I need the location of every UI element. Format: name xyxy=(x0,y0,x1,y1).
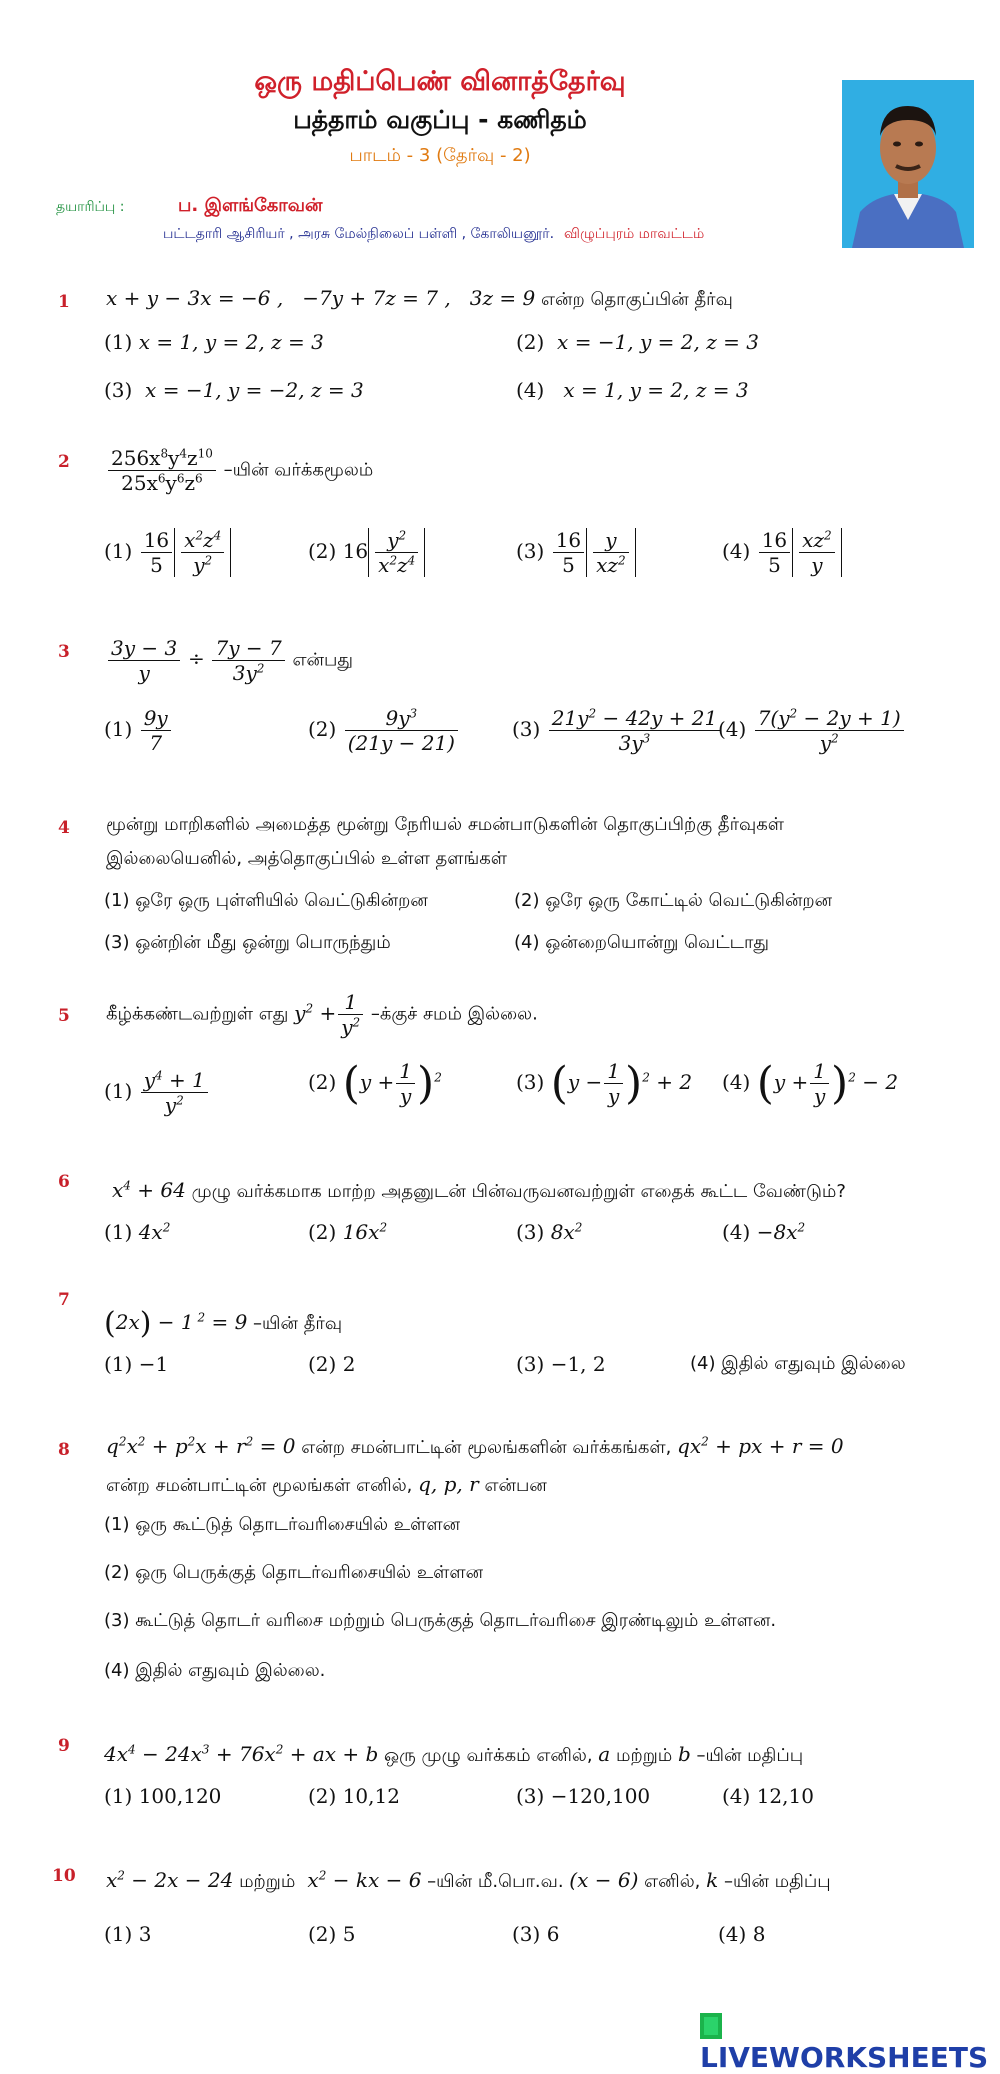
q8-option-1[interactable]: (1) ஒரு கூட்டுத் தொடர்வரிசையில் உள்ளன xyxy=(104,1514,461,1535)
option-label: (2) xyxy=(516,330,545,354)
question-number: 4 xyxy=(58,818,70,838)
option-label: (4) xyxy=(722,1070,751,1094)
question-2-text xyxy=(106,446,373,495)
q1-option-2[interactable]: (2) x = −1, y = 2, z = 3 xyxy=(516,330,759,354)
question-3-suffix: என்பது xyxy=(292,649,353,671)
option-label: (4) xyxy=(516,378,545,402)
question-number: 3 xyxy=(58,642,70,662)
worksheet-subject: பத்தாம் வகுப்பு - கணிதம் xyxy=(293,105,587,134)
q2-option-2[interactable]: (2) 16 $\frac{y^2}{x^2z^4}$ xyxy=(308,528,425,577)
author-info xyxy=(163,226,704,244)
q2-option-4[interactable]: (4) $\frac{16}{5}$ $\frac{xz^2}{y}$ xyxy=(722,528,842,577)
prepared-by-label: தயாரிப்பு : xyxy=(56,199,125,215)
option-label: (2) xyxy=(308,1220,337,1244)
q4-option-3[interactable]: (3) ஒன்றின் மீது ஒன்று பொருந்தும் xyxy=(104,932,391,953)
author-district: விழுப்புரம் மாவட்டம் xyxy=(564,226,705,242)
question-number: 10 xyxy=(52,1866,76,1886)
question-6-suffix: முழு வர்க்கமாக மாற்ற அதனுடன் பின்வருவனவற்றுள் எதைக் கூட்ட வேண்டும்? xyxy=(191,1181,846,1202)
question-7-text: (2x) − 1 $^2$ = 9 –யின் தீர்வு xyxy=(104,1306,343,1341)
q2-option-3[interactable]: (3) $\frac{16}{5}$ $\frac{y}{xz^2}$ xyxy=(516,528,636,577)
liveworksheets-icon xyxy=(700,2013,722,2039)
fraction-a: $\frac{3y - 3}{y}$ xyxy=(108,636,180,685)
author-name: ப. இளங்கோவன் xyxy=(178,195,323,216)
q5-option-1[interactable]: (1) $\frac{y^4 + 1}{y^2}$ xyxy=(104,1068,210,1117)
question-number: 9 xyxy=(58,1736,70,1756)
q1-option-4[interactable]: (4) x = 1, y = 2, z = 3 xyxy=(516,378,749,402)
q8-option-4[interactable]: (4) இதில் எதுவும் இல்லை. xyxy=(104,1660,326,1681)
question-10-text: $x^2 - 2x - 24$ மற்றும் $x^2$ − kx − 6 –யின் மீ.பொ.வ. (x − 6) எனில், k –யின் மதிப்பு xyxy=(106,1868,831,1892)
option-label: (3) xyxy=(516,1070,545,1094)
author-school: பட்டதாரி ஆசிரியர் , அரசு மேல்நிலைப் பள்ளி , கோலியனூர். xyxy=(163,226,555,242)
q4-option-1[interactable]: (1) ஒரே ஒரு புள்ளியில் வெட்டுகின்றன xyxy=(104,890,428,911)
worksheet-title: ஒரு மதிப்பெண் வினாத்தேர்வு xyxy=(254,66,626,97)
option-label: (2) xyxy=(308,539,337,563)
q10-option-2[interactable]: (2) 5 xyxy=(308,1922,356,1946)
q10-option-4[interactable]: (4) 8 xyxy=(718,1922,766,1946)
option-label: (4) xyxy=(722,1220,751,1244)
q3-option-1[interactable]: (1) $\frac{9y}{7}$ xyxy=(104,706,173,755)
question-2-suffix: –யின் வர்க்கமூலம் xyxy=(223,459,374,481)
question-10-mid3: எனில், xyxy=(644,1871,701,1892)
q6-option-4[interactable]: $(4) -8x^2$ xyxy=(722,1220,806,1244)
logo-text: LIVEWORKSHEETS xyxy=(700,2041,989,2074)
question-10-mid2: –யின் மீ.பொ.வ. xyxy=(427,1871,564,1892)
q9-option-1[interactable]: (1) 100,120 xyxy=(104,1784,222,1808)
q10-option-3[interactable]: (3) 6 xyxy=(512,1922,560,1946)
q9-option-3[interactable]: (3) −120,100 xyxy=(516,1784,651,1808)
question-1-text xyxy=(106,286,733,312)
q9-option-2[interactable]: (2) 10,12 xyxy=(308,1784,400,1808)
question-9-mid: ஒரு முழு வர்க்கம் எனில், xyxy=(384,1745,593,1766)
q7-option-3[interactable]: (3) −1, 2 xyxy=(516,1352,606,1376)
option-label: (3) xyxy=(104,378,133,402)
question-7-suffix: –யின் தீர்வு xyxy=(253,1313,343,1334)
question-5-prefix: கீழ்க்கண்டவற்றுள் எது xyxy=(106,1003,289,1025)
option-label: (1) xyxy=(104,717,133,741)
question-8-mid: என்ற சமன்பாட்டின் மூலங்களின் வர்க்கங்கள், xyxy=(301,1437,672,1458)
question-4-line2: இல்லையெனில், அத்தொகுப்பில் உள்ள தளங்கள் xyxy=(106,848,508,869)
question-9-suffix: –யின் மதிப்பு xyxy=(696,1745,804,1766)
question-1-suffix: என்ற தொகுப்பின் தீர்வு xyxy=(540,289,733,310)
question-5-text: கீழ்க்கண்டவற்றுள் எது $y^2$ + $\frac{1}{y^2}$ –க்குச் சமம் இல்லை. xyxy=(106,990,538,1039)
q3-option-4[interactable]: (4) $\frac{7(y^2 - 2y + 1)}{y^2}$ xyxy=(718,706,906,755)
author-photo xyxy=(842,80,974,248)
question-9-mid2: மற்றும் xyxy=(615,1745,673,1766)
question-number: 6 xyxy=(58,1172,70,1192)
option-label: (1) xyxy=(104,539,133,563)
q5-option-4[interactable]: (4) (y + $\frac{1}{y}$ )$^2$ − 2 xyxy=(722,1058,899,1109)
question-8-line2: என்ற சமன்பாட்டின் மூலங்கள் எனில், q, p, r என்பன xyxy=(106,1472,547,1496)
worksheet-lesson: பாடம் - 3 (தேர்வு - 2) xyxy=(349,145,531,166)
question-number: 7 xyxy=(58,1290,70,1310)
question-3-text: $\frac{3y - 3}{y}$ ÷ $\frac{7y - 7}{3y^2}$ என்பது xyxy=(106,636,353,685)
q7-option-4[interactable]: (4) இதில் எதுவும் இல்லை xyxy=(690,1353,906,1374)
question-9-text: $4x^4 - 24x^3 + 76x^2$ + ax + b ஒரு முழு வர்க்கம் எனில், a மற்றும் b –யின் மதிப்பு xyxy=(104,1742,804,1766)
question-10-mid: மற்றும் xyxy=(239,1871,296,1892)
equation-system: x + y − 3x = −6 , −7y + 7z = 7 , 3z = 9 xyxy=(106,286,536,310)
question-8-line1: $q^2x^2 + p^2x + r^2 = 0$ என்ற சமன்பாட்டின் மூலங்களின் வர்க்கங்கள், $qx^2$ + px + r = 0 xyxy=(106,1434,844,1458)
q9-option-4[interactable]: (4) 12,10 xyxy=(722,1784,814,1808)
q6-option-1[interactable]: (1) $4x^2$ xyxy=(104,1220,171,1244)
liveworksheets-logo[interactable] xyxy=(700,2008,1000,2074)
q10-option-1[interactable]: (1) 3 xyxy=(104,1922,152,1946)
question-8-text2: என்ற சமன்பாட்டின் மூலங்கள் எனில், xyxy=(106,1475,413,1496)
q4-option-4[interactable]: (4) ஒன்றையொன்று வெட்டாது xyxy=(514,932,770,953)
q1-option-3[interactable]: (3) x = −1, y = −2, z = 3 xyxy=(104,378,364,402)
option-label: (1) xyxy=(104,1079,133,1103)
option-label: (2) xyxy=(308,717,337,741)
q1-option-1[interactable]: (1) x = 1, y = 2, z = 3 xyxy=(104,330,324,354)
option-label: (3) xyxy=(516,539,545,563)
portrait-image xyxy=(842,80,974,248)
q3-option-2[interactable]: (2) $\frac{9y^3}{(21y - 21)}$ xyxy=(308,706,460,755)
q4-option-2[interactable]: (2) ஒரே ஒரு கோட்டில் வெட்டுகின்றன xyxy=(514,890,833,911)
option-label: (1) xyxy=(104,1220,133,1244)
option-label: (4) xyxy=(722,539,751,563)
question-5-suffix: –க்குச் சமம் இல்லை. xyxy=(370,1003,538,1025)
option-label: (4) xyxy=(718,717,747,741)
fraction-expression: $\frac{256x^8y^4z^{10}}{25x^6y^6z^6}$ xyxy=(108,446,216,495)
question-10-suffix: –யின் மதிப்பு xyxy=(723,1871,831,1892)
question-6-text: $x^4 + 64$ முழு வர்க்கமாக மாற்ற அதனுடன் பின்வருவனவற்றுள் எதைக் கூட்ட வேண்டும்? xyxy=(112,1178,846,1202)
q2-option-1[interactable]: (1) $\frac{16}{5}$ $\frac{x^2z^4}{y^2}$ xyxy=(104,528,231,577)
q7-option-2[interactable]: (2) 2 xyxy=(308,1352,356,1376)
option-label: (3) xyxy=(516,1220,545,1244)
q8-option-3[interactable]: (3) கூட்டுத் தொடர் வரிசை மற்றும் பெருக்குத் தொடர்வரிசை இரண்டிலும் உள்ளன. xyxy=(104,1610,777,1631)
question-number: 8 xyxy=(58,1440,70,1460)
q6-option-3[interactable]: (3) $8x^2$ xyxy=(516,1220,583,1244)
q3-option-3[interactable]: (3) $\frac{21y^2 - 42y + 21}{3y^3}$ xyxy=(512,706,722,755)
question-4-line1: மூன்று மாறிகளில் அமைத்த மூன்று நேரியல் சமன்பாடுகளின் தொகுப்பிற்கு தீர்வுகள் xyxy=(106,814,785,835)
q5-option-3[interactable]: (3) (y − $\frac{1}{y}$ )$^2$ + 2 xyxy=(516,1058,693,1109)
option-label: (3) xyxy=(512,717,541,741)
question-number: 1 xyxy=(58,292,70,312)
q8-option-2[interactable]: (2) ஒரு பெருக்குத் தொடர்வரிசையில் உள்ளன xyxy=(104,1562,484,1583)
q7-option-1[interactable]: (1) −1 xyxy=(104,1352,169,1376)
q6-option-2[interactable]: (2) $16x^2$ xyxy=(308,1220,388,1244)
option-label: (2) xyxy=(308,1070,337,1094)
question-number: 2 xyxy=(58,452,70,472)
q5-option-2[interactable]: (2) (y + $\frac{1}{y}$ )$^2$ xyxy=(308,1058,442,1109)
question-number: 5 xyxy=(58,1006,70,1026)
question-8-text2b: என்பன xyxy=(484,1475,547,1496)
fraction-b: $\frac{7y - 7}{3y^2}$ xyxy=(212,636,284,685)
option-label: (1) xyxy=(104,330,133,354)
